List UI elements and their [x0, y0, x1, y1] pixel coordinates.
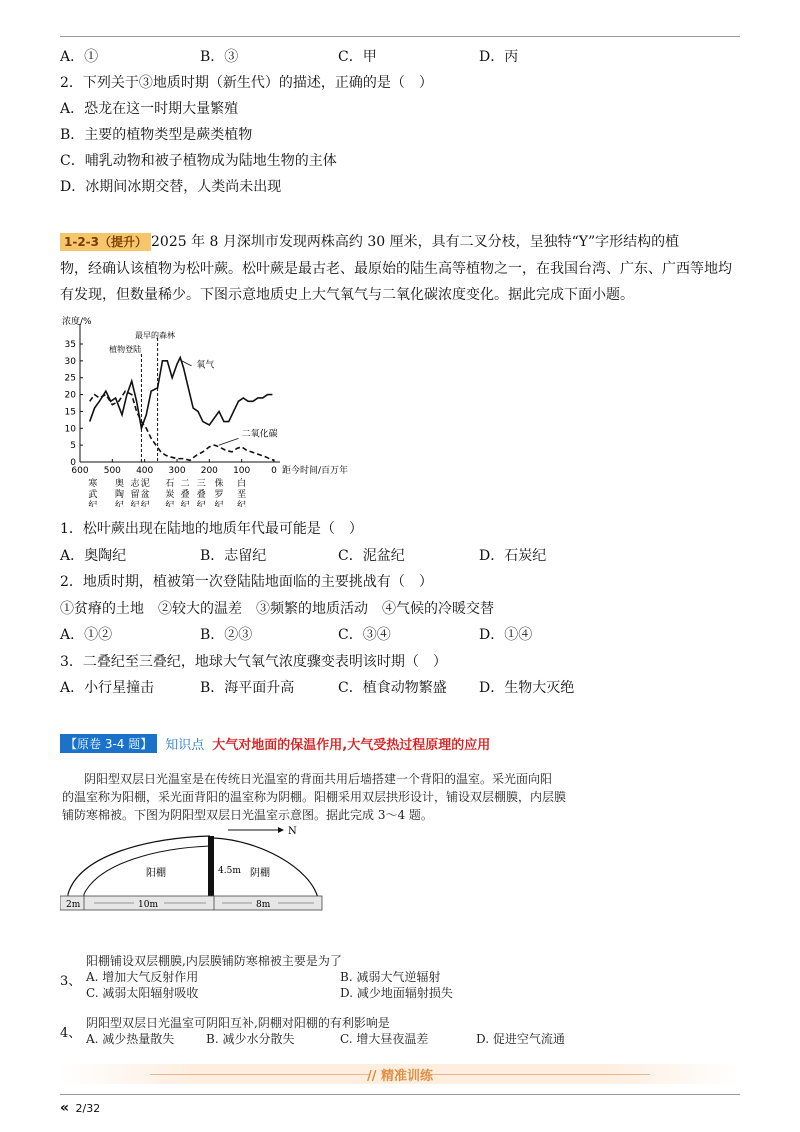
period-label-char: 寒	[88, 479, 98, 489]
section-34-intro1: 阴阳型双层日光温室是在传统日光温室的背面共用后墙搭建一个背阳的温室。采光面向阳	[84, 772, 553, 786]
q2b-option-d: D．①④	[479, 627, 533, 643]
s34-q4-stem: 阴阳型双层日光温室可阴阳互补,阴棚对阳棚的有利影响是	[86, 1016, 390, 1030]
footer-page-wrap	[60, 1100, 100, 1116]
bottom-rule	[60, 1094, 740, 1095]
section-123-text1: 2025 年 8 月深圳市发现两株高约 30 厘米，具有二叉分枝，呈独特“Y”字形结构的植	[151, 234, 680, 250]
period-label-char: 奥	[114, 479, 124, 489]
dim-8m: 8m	[256, 900, 271, 910]
knowledge-point-label: 知识点	[165, 737, 205, 753]
y-tick-label: 0	[70, 458, 76, 468]
q123-q2-choices: ①贫瘠的土地 ②较大的温差 ③频繁的地质活动 ④气候的冷暖交替	[60, 601, 494, 617]
option-c: C．甲	[338, 49, 377, 65]
q2b-option-b: B．②③	[200, 627, 253, 643]
series-label-co2: 二氧化碳	[241, 429, 278, 440]
prev-page-icon[interactable]: «	[60, 1100, 70, 1116]
s34-q4-option-a: A. 减少热量散失	[86, 1032, 175, 1046]
period-label-char: 石	[165, 479, 175, 489]
period-label-char: 炭	[165, 490, 175, 500]
s34-q4-option-c: C. 增大昼夜温差	[340, 1032, 429, 1046]
period-label-char: 纪	[237, 501, 247, 507]
q3-option-b: B．海平面升高	[200, 680, 295, 696]
q3-option-a: A．小行星撞击	[60, 680, 155, 696]
yang-label: 阳棚	[146, 868, 166, 879]
training-banner	[60, 1064, 740, 1084]
knowledge-point-text: 大气对地面的保温作用,大气受热过程原理的应用	[212, 737, 491, 753]
back-wall	[208, 836, 214, 902]
y-tick-label: 10	[64, 424, 76, 435]
q2-option-b: B．主要的植物类型是蕨类植物	[60, 127, 253, 143]
annotation-plant-landing: 植物登陆	[109, 345, 142, 354]
period-label-char: 纪	[130, 501, 140, 507]
period-label-char: 武	[88, 490, 98, 500]
x-tick-label: 500	[103, 466, 121, 476]
period-label-char: 泥	[140, 479, 150, 489]
q2-option-c: C．哺乳动物和被子植物成为陆地生物的主体	[60, 153, 337, 169]
x-tick-label: 100	[233, 466, 251, 476]
q123-q2-stem: 2．地质时期，植被第一次登陆陆地面临的主要挑战有（ ）	[60, 574, 433, 590]
q2b-option-c: C．③④	[338, 627, 391, 643]
x-tick-label: 300	[168, 466, 186, 476]
period-label-char: 叠	[196, 490, 206, 500]
period-label-char: 纪	[196, 501, 206, 507]
s34-q4-num: 4、	[60, 1026, 82, 1041]
s34-q3-num: 3、	[60, 974, 82, 989]
section-123-line3: 有发现，但数量稀少。下图示意地质史上大气氧气与二氧化碳浓度变化。据此完成下面小题。	[60, 287, 634, 303]
q123-q2-options	[60, 624, 740, 644]
dim-2m: 2m	[66, 900, 81, 910]
q2-option-d: D．冰期间冰期交替，人类尚未出现	[60, 179, 282, 195]
q123-q3-stem: 3．二叠纪至三叠纪，地球大气氧气浓度骤变表明该时期（ ）	[60, 654, 447, 670]
period-label-char: 纪	[140, 501, 150, 507]
period-label-char: 垩	[237, 490, 247, 500]
section-34-intro3: 铺防寒棉被。下图为阴阳型双层日光温室示意图。据此完成 3～4 题。	[62, 808, 433, 822]
top-question-options	[60, 46, 740, 66]
q123-q1-options	[60, 545, 740, 565]
greenhouse-svg	[60, 818, 360, 914]
q3-option-d: D．生物大灭绝	[479, 680, 575, 696]
y-tick-label: 20	[64, 390, 76, 401]
y-tick-label: 25	[64, 373, 76, 384]
period-label-char: 留	[130, 490, 140, 500]
banner-text: 精准训练	[381, 1069, 434, 1084]
greenhouse-diagram	[60, 818, 360, 914]
q2-option-a: A．恐龙在这一时期大量繁殖	[60, 101, 239, 117]
s34-q3-option-d: D. 减少地面辐射损失	[340, 986, 453, 1000]
s34-q4-option-d: D. 促进空气流通	[476, 1032, 565, 1046]
series-label-oxygen: 氧气	[196, 360, 215, 371]
x-tick-label: 600	[71, 466, 89, 476]
q1-option-b: B．志留纪	[200, 548, 267, 564]
banner-chevron-icon: //	[366, 1069, 381, 1084]
q3-option-c: C．植食动物繁盛	[338, 680, 447, 696]
y-tick-label: 5	[70, 441, 76, 452]
option-a: A．①	[60, 49, 99, 65]
annotation-earliest-forest: 最早的森林	[134, 331, 175, 340]
period-label-char: 侏	[214, 479, 224, 489]
chart-svg	[60, 312, 370, 507]
q123-q1-stem: 1．松叶蕨出现在陆地的地质年代最可能是（ ）	[60, 521, 363, 537]
banner-text-wrap	[60, 1065, 740, 1084]
top-rule	[60, 36, 740, 37]
page-number: 2/32	[75, 1102, 101, 1115]
period-label-char: 陶	[114, 490, 124, 500]
section-123-line1	[60, 231, 679, 251]
q1-option-a: A．奥陶纪	[60, 548, 127, 564]
section-tag: 1-2-3（提升）	[60, 233, 151, 251]
y-tick-label: 35	[64, 340, 76, 350]
section-34-header	[60, 734, 490, 752]
north-label: N	[288, 826, 297, 837]
north-arrow-head	[278, 827, 284, 833]
x-tick-label: 200	[200, 466, 218, 476]
period-label-char: 罗	[214, 490, 224, 500]
section-34-intro2: 的温室称为阳棚，采光面背阳的温室称为阴棚。阳棚采用双层拱形设计，铺设双层棚膜，内层膜	[62, 790, 567, 804]
q2b-option-a: A．①②	[60, 627, 113, 643]
q1-option-d: D．石炭纪	[479, 548, 547, 564]
period-label-char: 白	[237, 479, 247, 489]
q2-stem: 2．下列关于③地质时期（新生代）的描述，正确的是（ ）	[60, 75, 433, 91]
s34-q4-option-b: B. 减少水分散失	[206, 1032, 295, 1046]
period-label-char: 志	[130, 479, 140, 489]
y-tick-label: 30	[64, 356, 76, 367]
period-label-char: 三	[196, 479, 206, 489]
section-123-line2: 物，经确认该植物为松叶蕨。松叶蕨是最古老、最原始的陆生高等植物之一，在我国台湾、广东、广西等地均	[60, 261, 732, 277]
co2-leader	[219, 438, 238, 445]
period-label-char: 纪	[180, 501, 190, 507]
yin-label: 阴棚	[250, 868, 270, 879]
dim-10m: 10m	[138, 900, 158, 910]
period-label-char: 盆	[140, 490, 150, 500]
option-b: B．③	[200, 49, 239, 65]
y-tick-label: 15	[64, 407, 76, 418]
option-d: D．丙	[479, 49, 519, 65]
period-label-char: 纪	[88, 501, 98, 507]
series-line-0	[90, 357, 273, 428]
x-tick-label: 0	[271, 466, 277, 476]
period-label-char: 纪	[165, 501, 175, 507]
s34-q3-stem: 阳棚铺设双层棚膜,内层膜铺防寒棉被主要是为了	[86, 954, 342, 968]
period-label-char: 二	[180, 479, 190, 489]
x-tick-label: 400	[136, 466, 154, 476]
s34-q3-option-c: C. 减弱太阳辐射吸收	[86, 986, 199, 1000]
y-axis-label: 浓度/%	[62, 317, 92, 327]
s34-q3-option-b: B. 减弱大气逆辐射	[340, 970, 441, 984]
q123-q3-options	[60, 677, 740, 697]
x-axis-label: 距今时间/百万年	[282, 466, 349, 476]
s34-q3-option-a: A. 增加大气反射作用	[86, 970, 199, 984]
period-label-char: 纪	[114, 501, 124, 507]
wall-height: 4.5m	[218, 866, 241, 876]
period-label-char: 纪	[214, 501, 224, 507]
period-label-char: 叠	[180, 490, 190, 500]
oxygen-co2-chart	[60, 312, 370, 507]
section-34-tag: 【原卷 3-4 题】	[60, 734, 157, 753]
q1-option-c: C．泥盆纪	[338, 548, 405, 564]
